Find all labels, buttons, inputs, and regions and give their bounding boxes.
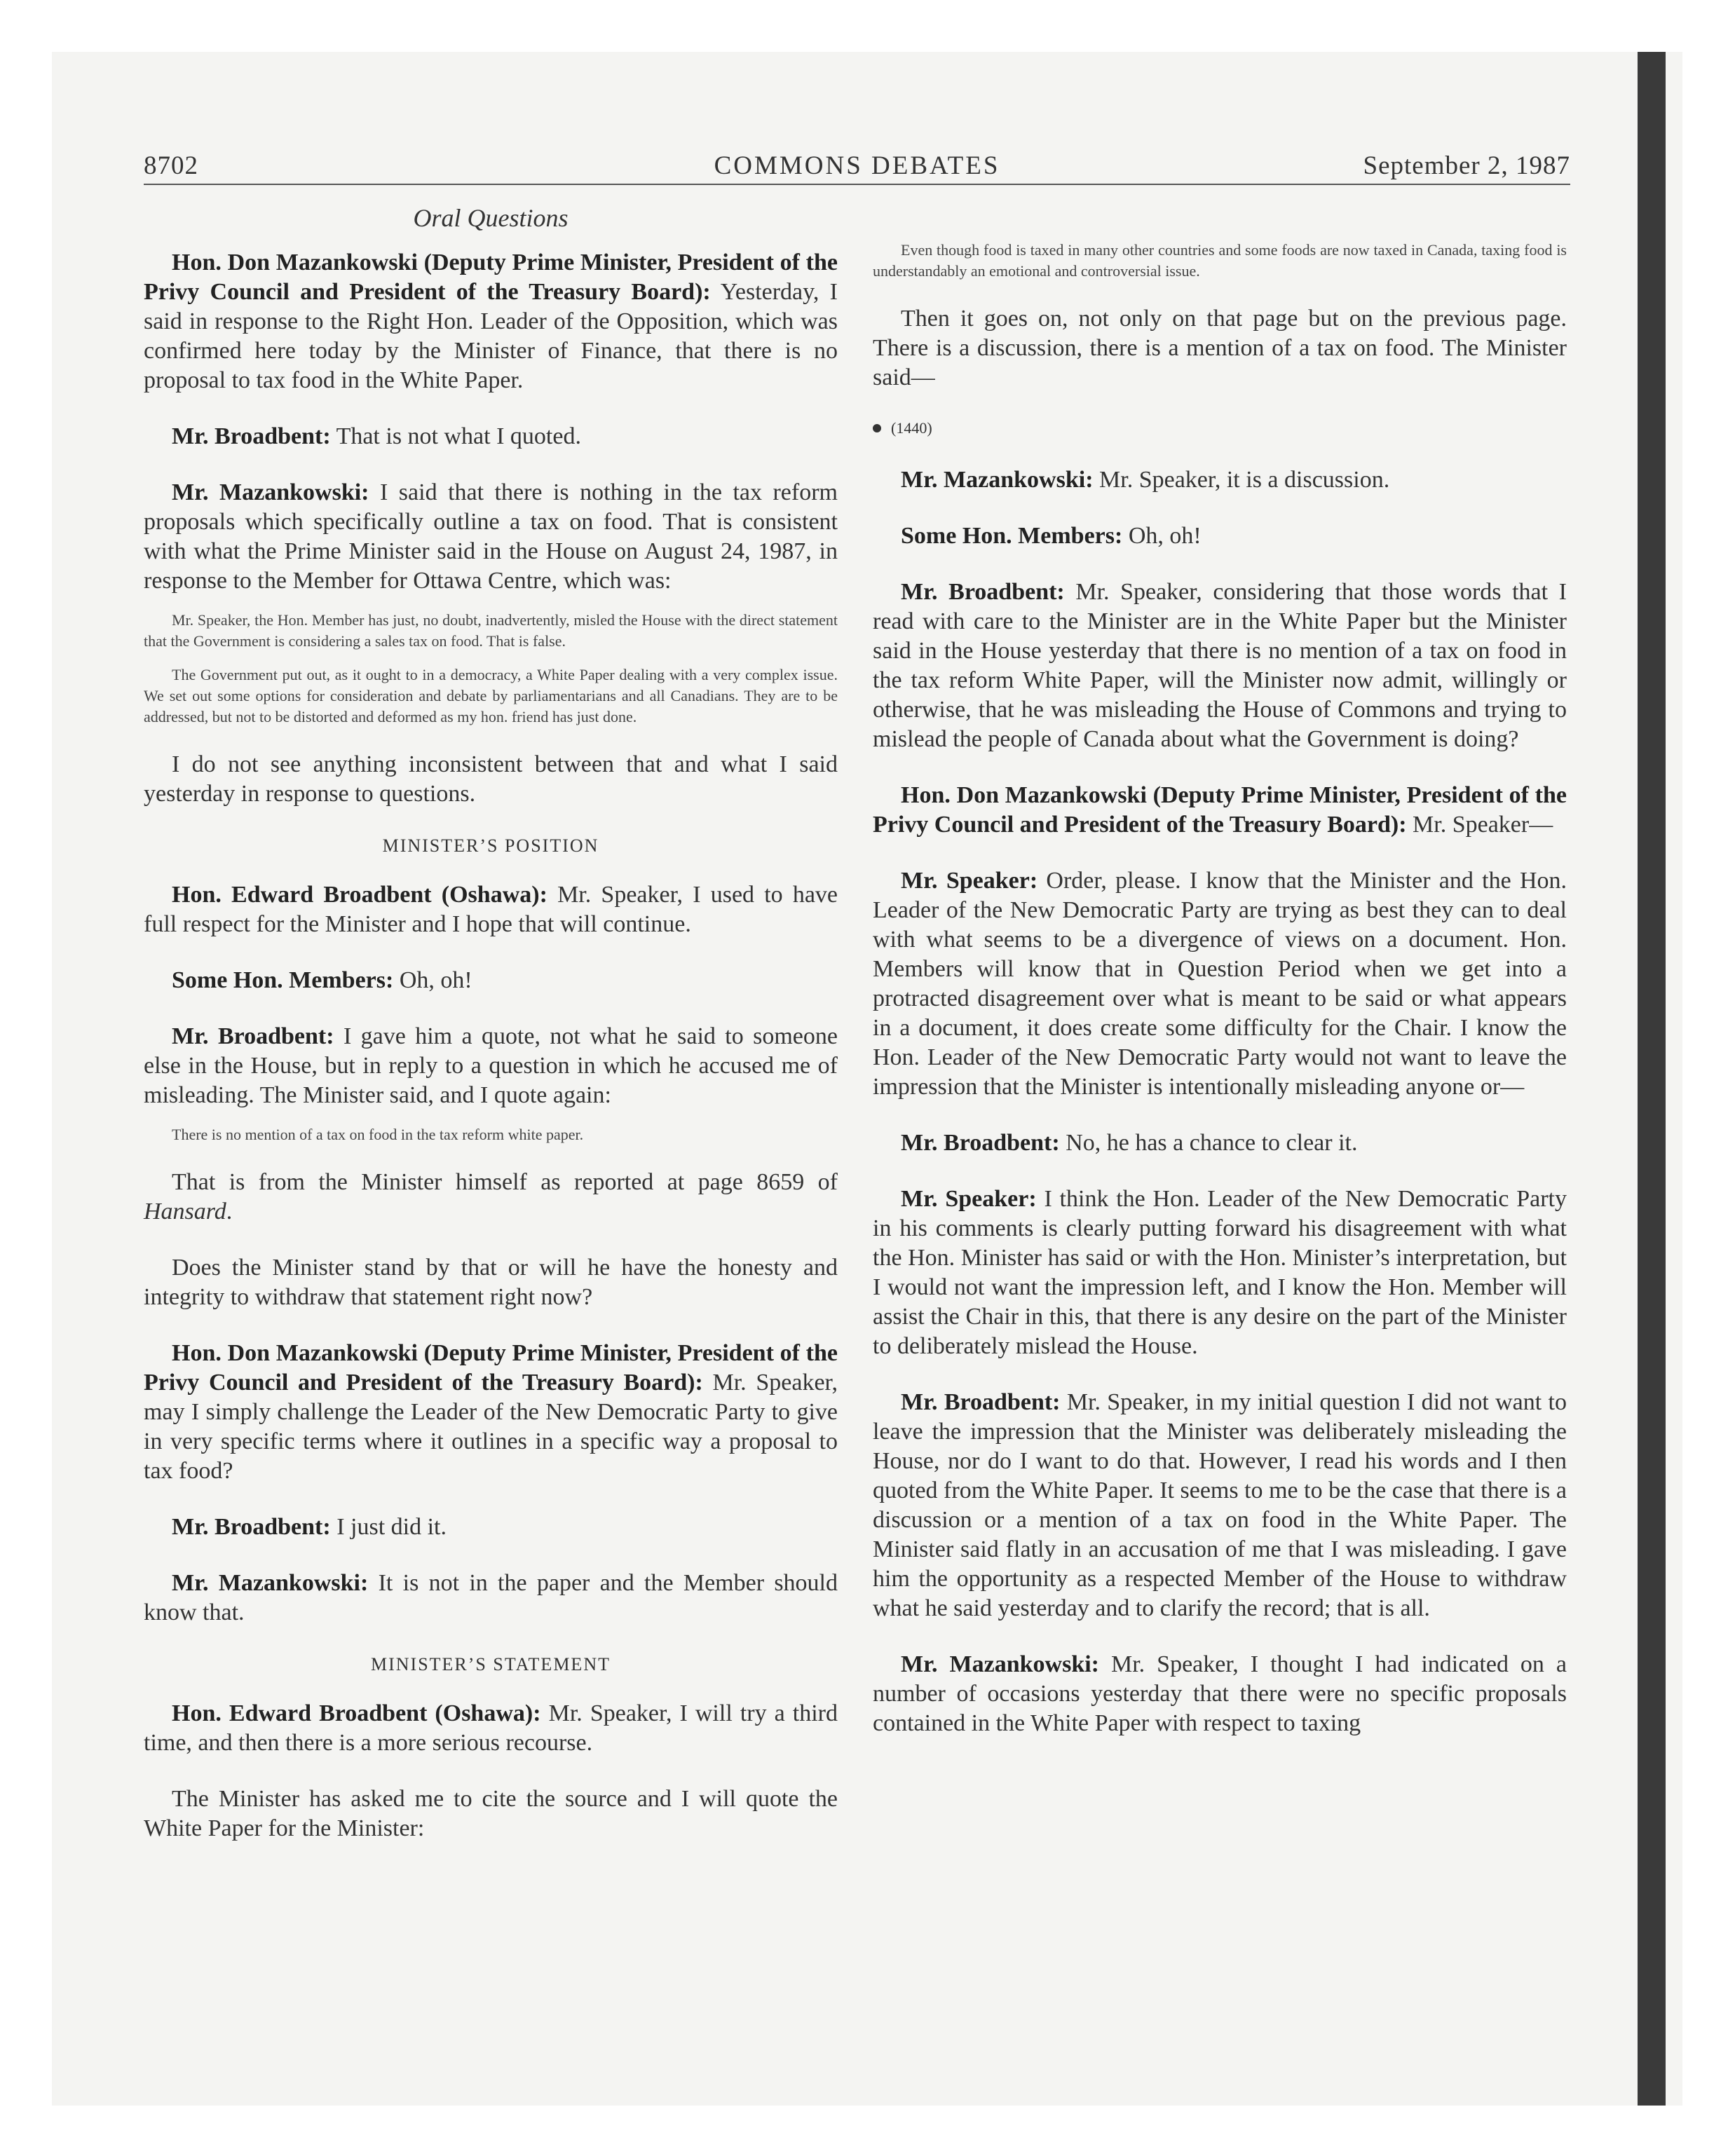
paragraph (144, 1569, 838, 1628)
speech-text: Mr. Speaker, considering that those words that I read with care to the Minister are in the White Paper but the Minister said in the House yesterday that there is no mention of a tax on food in the tax reform White Paper, will the Minister now admit, willingly or otherwise, that he was misleading the House of Commons and trying to mislead the people of Canada about what the Government is doing? (873, 579, 1567, 752)
speech-text: Oh, oh! (393, 967, 472, 993)
paragraph: Does the Minister stand by that or will he have the honesty and integrity to withdraw that statement right now? (144, 1255, 838, 1310)
speech-text: Order, please. I know that the Minister and the Hon. Leader of the New Democratic Party are trying as best they can to deal with what seems to be a divergence of views on a document. Hon. Members will know that in Question Period when we get into a protracted disagreement over what is meant to be said or what appears in a document, it does create some difficulty for the Chair. I know the Hon. Leader of the New Democratic Party would not want to leave the impression that the Minister is intentionally misleading anyone or— (873, 868, 1567, 1100)
page-number: 8702 (144, 151, 198, 180)
speech-text: It is not in the paper and the Member should know that. (144, 1570, 838, 1625)
paragraph (144, 880, 838, 939)
speaker-name: Mr. Mazankowski: (901, 467, 1094, 493)
speaker-name: Mr. Mazankowski: (172, 479, 369, 505)
speaker-name: Hon. Don Mazankowski (Deputy Prime Minister, President of the Privy Council and President of the Treasury Board): (144, 250, 838, 305)
speaker-name: Hon. Don Mazankowski (Deputy Prime Minister, President of the Privy Council and President of the Treasury Board): (873, 782, 1567, 838)
speaker-name: Mr. Broadbent: (172, 1023, 334, 1049)
paragraph (144, 1699, 838, 1758)
paragraph (144, 1339, 838, 1486)
quotation (144, 1124, 838, 1145)
publication-name: Hansard (144, 1199, 226, 1224)
speaker-name: Mr. Broadbent: (901, 579, 1065, 605)
quote-paragraph: Even though food is taxed in many other countries and some foods are now taxed in Canada, taxing food is understandably an emotional and controversial issue. (873, 241, 1567, 280)
page-header (144, 147, 1570, 185)
paragraph (873, 781, 1567, 840)
paragraph (144, 1022, 838, 1110)
speech-text: I gave him a quote, not what he said to someone else in the House, but in reply to a question in which he accused me of misleading. The Minister said, and I quote again: (144, 1023, 838, 1108)
speech-text: I just did it. (330, 1514, 447, 1540)
paragraph (873, 1650, 1567, 1738)
paragraph (144, 966, 838, 995)
speaker-name: Mr. Broadbent: (901, 1389, 1061, 1415)
timestamp-text: (1440) (891, 419, 932, 437)
speaker-name: Some Hon. Members: (901, 523, 1123, 549)
paragraph (873, 866, 1567, 1102)
paragraph (873, 1388, 1567, 1623)
paragraph: I do not see anything inconsistent between that and what I said yesterday in response to questions. (144, 751, 838, 807)
speaker-name: Mr. Speaker: (901, 868, 1038, 894)
speech-text: Mr. Speaker— (1406, 812, 1553, 838)
quote-paragraph: The Government put out, as it ought to in a democracy, a White Paper dealing with a very complex issue. We set out some options for consideration and debate by parliamentarians and all Canadians. They are to be addressed, but not to be distorted and deformed as my hon. friend has just done. (144, 666, 838, 725)
speech-text: I said that there is nothing in the tax reform proposals which specifically outline a tax on food. That is consistent with what the Prime Minister said in the House on August 24, 1987, in response to the Member for Ottawa Centre, which was: (144, 479, 838, 594)
speaker-name: Mr. Mazankowski: (172, 1570, 369, 1596)
quotation (873, 240, 1567, 282)
time-marker (873, 419, 1567, 437)
speech-text: Mr. Speaker, I thought I had indicated on a number of occasions yesterday that there were no specific proposals contained in the White Paper with respect to taxing (873, 1651, 1567, 1736)
speaker-name: Hon. Edward Broadbent (Oshawa): (172, 882, 547, 908)
speaker-name: Mr. Broadbent: (172, 1514, 331, 1540)
quotation (144, 610, 838, 728)
bullet-icon (873, 424, 881, 432)
paragraph (144, 1168, 838, 1227)
quote-paragraph: There is no mention of a tax on food in the tax reform white paper. (172, 1126, 584, 1143)
speech-text: Mr. Speaker, I used to have full respect for the Minister and I hope that will continue. (144, 882, 838, 937)
right-column (873, 203, 1567, 1765)
speech-text: Mr. Speaker, may I simply challenge the Leader of the New Democratic Party to give in very specific terms where it outlines in a specific way a proposal to tax food? (144, 1370, 838, 1484)
publication-date: September 2, 1987 (1363, 151, 1570, 180)
paragraph (873, 1185, 1567, 1361)
publication-title: COMMONS DEBATES (714, 151, 1000, 180)
section-heading: Oral Questions (413, 204, 569, 232)
paragraph (873, 1128, 1567, 1158)
speech-text: Mr. Speaker, I will try a third time, and then there is a more serious recourse. (144, 1700, 838, 1756)
speaker-name: Hon. Edward Broadbent (Oshawa): (172, 1700, 541, 1726)
speaker-name: Mr. Speaker: (901, 1186, 1037, 1212)
speech-text: Mr. Speaker, in my initial question I did not want to leave the impression that the Minister was deliberately misleading the House, nor do I want to do that. However, I read his words and I then quoted from the White Paper. It seems to me to be the case that there is a discussion or a mention of a tax on food in the White Paper. The Minister said flatly in an accusation of me that I was misleading. I gave him the opportunity as a respected Member of the House to withdraw what he said yesterday and to clarify the record; that is all. (873, 1389, 1567, 1621)
speaker-name: Mr. Broadbent: (172, 423, 331, 449)
subsection-heading: MINISTER’S STATEMENT (371, 1654, 611, 1674)
paragraph (144, 422, 838, 451)
speech-text: No, he has a chance to clear it. (1059, 1130, 1358, 1156)
scan-edge-shadow (1638, 52, 1666, 2106)
paragraph (873, 578, 1567, 754)
paragraph (144, 478, 838, 596)
speaker-name: Mr. Broadbent: (901, 1130, 1060, 1156)
quote-paragraph: Mr. Speaker, the Hon. Member has just, no doubt, inadvertently, misled the House with the direct statement that the Government is considering a sales tax on food. That is false. (144, 611, 838, 650)
paragraph (144, 248, 838, 395)
speech-text: That is from the Minister himself as reported at page 8659 of (172, 1169, 838, 1195)
left-column (144, 203, 838, 1870)
speech-text: Oh, oh! (1122, 523, 1202, 549)
speaker-name: Mr. Mazankowski: (901, 1651, 1100, 1677)
speech-text: . (226, 1199, 233, 1224)
paragraph (873, 465, 1567, 495)
paragraph: The Minister has asked me to cite the source and I will quote the White Paper for the Minister: (144, 1786, 838, 1841)
speech-text: Mr. Speaker, it is a discussion. (1093, 467, 1390, 493)
paragraph (873, 521, 1567, 551)
speech-text: Yesterday, I said in response to the Right Hon. Leader of the Opposition, which was confirmed here today by the Minister of Finance, that there is no proposal to tax food in the White Paper. (144, 279, 838, 393)
subsection-heading: MINISTER’S POSITION (382, 835, 599, 856)
speech-text: I think the Hon. Leader of the New Democratic Party in his comments is clearly putting forward his disagreement with what the Hon. Minister has said or with the Hon. Minister’s interpretation, but I would not want the impression left, and I know the Hon. Member will assist the Chair in this, that there is any desire on the part of the Minister to deliberately mislead the House. (873, 1186, 1567, 1359)
paragraph: Then it goes on, not only on that page but on the previous page. There is a discussion, there is a mention of a tax on food. The Minister said— (873, 306, 1567, 390)
paragraph (144, 1513, 838, 1542)
speaker-name: Some Hon. Members: (172, 967, 394, 993)
speaker-name: Hon. Don Mazankowski (Deputy Prime Minister, President of the Privy Council and President of the Treasury Board): (144, 1340, 838, 1396)
speech-text: That is not what I quoted. (330, 423, 581, 449)
